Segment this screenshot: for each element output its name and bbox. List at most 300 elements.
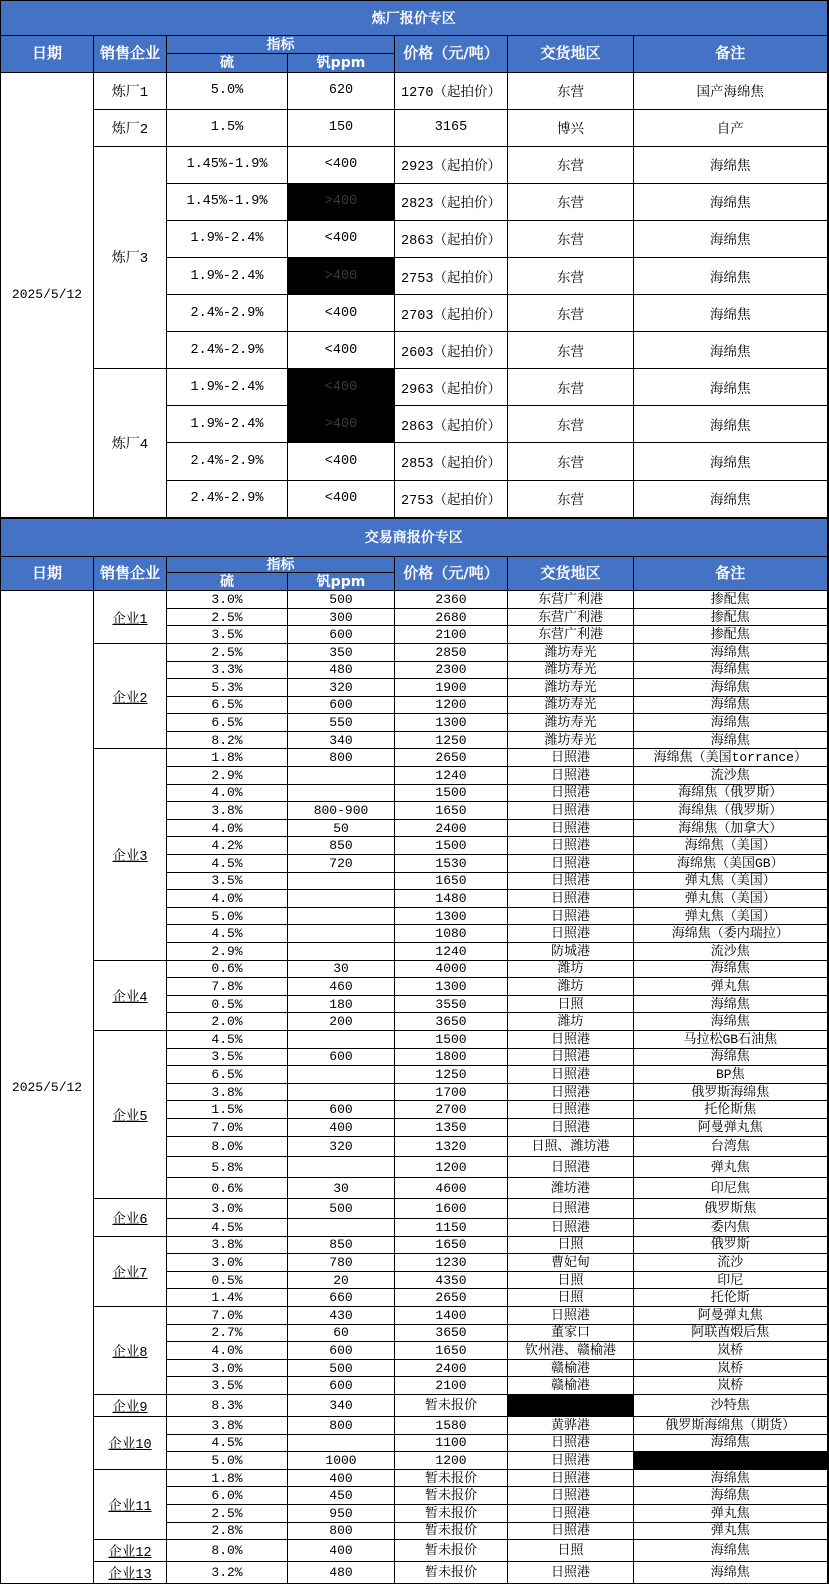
note-cell: 海绵焦（美国torrance） [634,749,828,767]
sulfur-cell: 1.8% [167,749,288,767]
section-title: 交易商报价专区 [1,518,828,557]
note-cell: 海绵焦（俄罗斯） [634,784,828,802]
sulfur-cell: 4.5% [167,925,288,943]
note-cell: 海绵焦（俄罗斯） [634,802,828,820]
sulfur-cell: 6.0% [167,1487,288,1505]
vanadium-cell [288,1434,395,1452]
sulfur-cell: 0.6% [167,1178,288,1199]
price-cell: 1300 [395,714,508,732]
vanadium-cell: 300 [288,608,395,626]
note-cell: 海绵焦 [634,480,828,517]
sulfur-cell: 5.0% [167,1452,288,1470]
sulfur-cell: 3.0% [167,1199,288,1219]
vanadium-cell: 340 [288,731,395,749]
region-cell: 日照 [508,1236,634,1254]
vanadium-cell [288,872,395,890]
note-cell: 岚桥 [634,1342,828,1360]
price-cell: 4600 [395,1178,508,1199]
sulfur-cell: 3.5% [167,626,288,644]
region-cell: 赣榆港 [508,1377,634,1395]
sulfur-cell: 3.0% [167,591,288,609]
note-cell: 俄罗斯海绵焦 [634,1083,828,1101]
company-cell-label: 企业13 [108,1568,152,1584]
company-cell [94,749,167,960]
vanadium-cell: 950 [288,1504,395,1522]
vanadium-cell: 150 [288,109,395,146]
section-title: 炼厂报价专区 [1,1,828,36]
vanadium-cell: 350 [288,643,395,661]
price-cell: 2863（起拍价） [395,220,508,257]
sulfur-cell: 0.6% [167,960,288,978]
sulfur-cell: 3.5% [167,1377,288,1395]
price-cell: 1200 [395,1157,508,1178]
note-cell: 海绵焦 [634,1434,828,1452]
region-cell: 潍坊港 [508,1178,634,1199]
sulfur-cell: 5.0% [167,907,288,925]
table-row [1,1416,828,1434]
header-region: 交货地区 [508,557,634,591]
company-cell [94,72,167,109]
region-cell: 日照港 [508,1219,634,1237]
region-cell: 东营 [508,257,634,294]
sulfur-cell: 1.5% [167,1101,288,1119]
region-cell: 东营广利港 [508,591,634,609]
region-cell: 日照港 [508,1199,634,1219]
price-cell: 1500 [395,784,508,802]
sulfur-cell: 4.2% [167,837,288,855]
table-row [1,146,828,183]
note-cell: 掺配焦 [634,626,828,644]
vanadium-cell [288,1083,395,1101]
sulfur-cell: 7.0% [167,1307,288,1325]
note-cell: 弹丸焦（美国） [634,890,828,908]
price-cell: 1200 [395,696,508,714]
sulfur-cell: 5.8% [167,1157,288,1178]
price-cell: 2400 [395,1359,508,1377]
sulfur-cell: 4.0% [167,784,288,802]
vanadium-cell-redacted: <400 [288,369,395,406]
company-cell-label: 炼厂2 [111,121,149,138]
note-cell: 托伦斯焦 [634,1101,828,1119]
note-cell: 印尼 [634,1271,828,1289]
vanadium-cell: 600 [288,696,395,714]
price-cell: 2100 [395,626,508,644]
price-cell: 1600 [395,1199,508,1219]
vanadium-cell: 480 [288,661,395,679]
vanadium-cell: 400 [288,1118,395,1136]
note-cell: 阿联酋煅后焦 [634,1324,828,1342]
company-cell [94,1469,167,1539]
note-cell: 海绵焦 [634,661,828,679]
price-cell: 1650 [395,802,508,820]
sulfur-cell: 4.5% [167,855,288,873]
sulfur-cell: 2.4%-2.9% [167,480,288,517]
note-cell: 海绵焦 [634,1048,828,1066]
note-cell: 弹丸焦 [634,1522,828,1540]
vanadium-cell: 480 [288,1562,395,1584]
region-cell: 日照 [508,995,634,1013]
note-cell: 岚桥 [634,1377,828,1395]
vanadium-cell [288,1157,395,1178]
region-cell: 潍坊寿光 [508,696,634,714]
vanadium-cell: 600 [288,1101,395,1119]
price-cell: 1300 [395,907,508,925]
note-cell: 海绵焦 [634,714,828,732]
region-cell: 日照港 [508,1066,634,1084]
section-title-row [1,518,828,557]
region-cell: 日照港 [508,1030,634,1048]
vanadium-cell: 460 [288,978,395,996]
company-cell [94,146,167,369]
sulfur-cell: 6.5% [167,714,288,732]
vanadium-cell: 800-900 [288,802,395,820]
sulfur-cell: 2.9% [167,767,288,785]
company-cell-label: 炼厂1 [111,84,149,101]
sulfur-cell: 6.5% [167,1066,288,1084]
note-cell: 海绵焦 [634,406,828,443]
price-cell: 1270（起拍价） [395,72,508,109]
sulfur-cell: 0.5% [167,995,288,1013]
sulfur-cell: 5.3% [167,679,288,697]
price-cell: 4000 [395,960,508,978]
sulfur-cell: 3.3% [167,661,288,679]
sulfur-cell: 2.5% [167,1504,288,1522]
vanadium-cell: 800 [288,1416,395,1434]
sulfur-cell: 8.2% [167,731,288,749]
note-cell: 自产 [634,109,828,146]
note-cell: 弹丸焦 [634,978,828,996]
price-cell: 2853（起拍价） [395,443,508,480]
price-cell: 2863（起拍价） [395,406,508,443]
note-cell: 海绵焦 [634,183,828,220]
region-cell: 日照港 [508,1504,634,1522]
region-cell: 日照港 [508,1487,634,1505]
region-cell: 日照、潍坊港 [508,1136,634,1157]
sulfur-cell: 6.5% [167,696,288,714]
region-cell: 赣榆港 [508,1359,634,1377]
price-cell: 1240 [395,943,508,961]
price-cell: 2300 [395,661,508,679]
sulfur-cell: 3.5% [167,872,288,890]
company-cell-label: 企业7 [112,1266,148,1282]
note-cell: 台湾焦 [634,1136,828,1157]
region-cell: 日照港 [508,1118,634,1136]
region-cell: 日照港 [508,837,634,855]
sulfur-cell: 4.5% [167,1030,288,1048]
price-cell: 2400 [395,819,508,837]
refinery-quote-table [0,0,829,518]
note-cell: 俄罗斯海绵焦（期货） [634,1416,828,1434]
sulfur-cell: 3.8% [167,1236,288,1254]
price-cell: 1200 [395,1452,508,1470]
note-cell: 海绵焦 [634,1562,828,1584]
company-cell [94,643,167,749]
price-cell: 1650 [395,1236,508,1254]
sulfur-cell: 2.4%-2.9% [167,295,288,332]
company-cell-label: 企业1 [112,612,148,628]
header-price: 价格（元/吨） [395,36,508,73]
price-cell: 1500 [395,1030,508,1048]
region-cell: 博兴 [508,109,634,146]
table-row [1,1236,828,1254]
sulfur-cell: 4.0% [167,1342,288,1360]
price-cell: 2850 [395,643,508,661]
note-cell: 海绵焦 [634,1540,828,1562]
header-company: 销售企业 [94,557,167,591]
header-sulfur: 硫 [167,54,288,73]
header-company: 销售企业 [94,36,167,73]
region-cell: 东营 [508,369,634,406]
price-cell: 1700 [395,1083,508,1101]
vanadium-cell: 450 [288,1487,395,1505]
date-cell: 2025/5/12 [1,72,94,517]
vanadium-cell: 30 [288,960,395,978]
vanadium-cell: 550 [288,714,395,732]
vanadium-cell: 320 [288,679,395,697]
price-cell: 1350 [395,1118,508,1136]
note-cell: 海绵焦 [634,146,828,183]
table-row [1,1394,828,1416]
vanadium-cell: 180 [288,995,395,1013]
note-cell: 弹丸焦（美国） [634,872,828,890]
vanadium-cell: <400 [288,295,395,332]
price-cell: 1500 [395,837,508,855]
note-cell: 海绵焦 [634,332,828,369]
header-row [1,36,828,54]
region-cell: 潍坊寿光 [508,714,634,732]
vanadium-cell [288,890,395,908]
note-cell: 海绵焦（美国GB） [634,855,828,873]
header-row [1,557,828,573]
price-cell: 1800 [395,1048,508,1066]
vanadium-cell: 500 [288,1199,395,1219]
price-cell: 1650 [395,1342,508,1360]
vanadium-cell: 500 [288,1359,395,1377]
price-cell: 1080 [395,925,508,943]
region-cell: 曹妃甸 [508,1254,634,1272]
price-cell: 1150 [395,1219,508,1237]
vanadium-cell-redacted: >400 [288,406,395,443]
region-cell: 日照港 [508,784,634,802]
price-cell: 1230 [395,1254,508,1272]
sulfur-cell: 1.45%-1.9% [167,183,288,220]
price-cell: 1650 [395,872,508,890]
vanadium-cell: 600 [288,1342,395,1360]
region-cell: 潍坊寿光 [508,643,634,661]
price-cell: 1320 [395,1136,508,1157]
vanadium-cell: 400 [288,1469,395,1487]
note-cell: 海绵焦 [634,731,828,749]
price-cell: 2650 [395,1289,508,1307]
note-cell: 阿曼弹丸焦 [634,1118,828,1136]
sulfur-cell: 5.0% [167,72,288,109]
note-cell: 海绵焦 [634,696,828,714]
region-cell: 日照港 [508,907,634,925]
header-date: 日期 [1,557,94,591]
region-cell: 董家口 [508,1324,634,1342]
price-cell: 3650 [395,1324,508,1342]
vanadium-cell-redacted: >400 [288,257,395,294]
sulfur-cell: 3.0% [167,1359,288,1377]
region-cell: 日照港 [508,1307,634,1325]
table-row [1,591,828,609]
region-cell: 日照 [508,1540,634,1562]
company-cell [94,1030,167,1198]
vanadium-cell: 600 [288,626,395,644]
vanadium-cell: 500 [288,591,395,609]
header-price: 价格（元/吨） [395,557,508,591]
price-cell: 1250 [395,1066,508,1084]
region-cell: 日照港 [508,1157,634,1178]
company-cell [94,591,167,644]
vanadium-cell [288,925,395,943]
region-cell: 日照港 [508,890,634,908]
sulfur-cell: 4.0% [167,890,288,908]
section-title-row [1,1,828,36]
vanadium-cell: 320 [288,1136,395,1157]
price-cell: 3550 [395,995,508,1013]
company-cell [94,1307,167,1395]
region-cell: 日照港 [508,925,634,943]
table-row [1,109,828,146]
table-row [1,1307,828,1325]
region-cell: 日照港 [508,749,634,767]
region-cell: 日照港 [508,872,634,890]
company-cell [94,1416,167,1469]
price-cell: 2963（起拍价） [395,369,508,406]
vanadium-cell: 430 [288,1307,395,1325]
sulfur-cell: 1.9%-2.4% [167,220,288,257]
vanadium-cell: 30 [288,1178,395,1199]
table-row [1,1199,828,1219]
region-cell: 日照港 [508,1101,634,1119]
price-cell: 1580 [395,1416,508,1434]
sulfur-cell: 1.4% [167,1289,288,1307]
region-cell: 潍坊寿光 [508,679,634,697]
price-cell: 1530 [395,855,508,873]
note-cell: 掺配焦 [634,591,828,609]
region-cell: 日照港 [508,767,634,785]
table-row [1,960,828,978]
region-cell: 东营广利港 [508,626,634,644]
company-cell-label: 炼厂4 [111,436,149,453]
region-cell-redacted [508,1394,634,1416]
vanadium-cell: 400 [288,1540,395,1562]
sulfur-cell: 3.2% [167,1562,288,1584]
price-cell: 2360 [395,591,508,609]
sulfur-cell: 4.5% [167,1434,288,1452]
note-cell: 海绵焦 [634,257,828,294]
vanadium-cell: 800 [288,749,395,767]
sulfur-cell: 8.0% [167,1136,288,1157]
sulfur-cell: 1.45%-1.9% [167,146,288,183]
note-cell: 马拉松GB石油焦 [634,1030,828,1048]
region-cell: 东营 [508,220,634,257]
note-cell: 弹丸焦 [634,1157,828,1178]
vanadium-cell: 50 [288,819,395,837]
sulfur-cell: 1.9%-2.4% [167,369,288,406]
note-cell: 俄罗斯 [634,1236,828,1254]
vanadium-cell: <400 [288,332,395,369]
region-cell: 钦州港、赣榆港 [508,1342,634,1360]
header-region: 交货地区 [508,36,634,73]
note-cell: 流沙 [634,1254,828,1272]
header-sulfur: 硫 [167,573,288,591]
vanadium-cell [288,1066,395,1084]
vanadium-cell: 1000 [288,1452,395,1470]
note-cell: 弹丸焦 [634,1504,828,1522]
note-cell: 海绵焦 [634,369,828,406]
note-cell: 海绵焦 [634,220,828,257]
sulfur-cell: 2.4%-2.9% [167,443,288,480]
price-cell: 暂未报价 [395,1469,508,1487]
note-cell: 海绵焦（美国） [634,837,828,855]
price-cell: 2650 [395,749,508,767]
vanadium-cell [288,1030,395,1048]
region-cell: 东营 [508,443,634,480]
header-vanadium: 钒ppm [288,54,395,73]
sulfur-cell: 1.9%-2.4% [167,406,288,443]
price-cell: 2823（起拍价） [395,183,508,220]
trader-quote-table [0,518,829,1584]
price-cell: 1900 [395,679,508,697]
price-cell: 2923（起拍价） [395,146,508,183]
header-indicator: 指标 [167,557,395,573]
note-cell: 俄罗斯焦 [634,1199,828,1219]
sulfur-cell: 7.0% [167,1118,288,1136]
vanadium-cell: 850 [288,1236,395,1254]
region-cell: 日照港 [508,1522,634,1540]
vanadium-cell: 850 [288,837,395,855]
company-cell [94,1540,167,1562]
vanadium-cell: 60 [288,1324,395,1342]
note-cell: 沙特焦 [634,1394,828,1416]
company-cell-label: 企业8 [112,1345,148,1361]
sulfur-cell: 8.0% [167,1540,288,1562]
region-cell: 日照港 [508,855,634,873]
price-cell: 2100 [395,1377,508,1395]
region-cell: 日照 [508,1271,634,1289]
note-cell: 海绵焦 [634,1013,828,1031]
price-cell: 暂未报价 [395,1540,508,1562]
sulfur-cell: 1.8% [167,1469,288,1487]
note-cell: 海绵焦 [634,295,828,332]
price-cell: 2680 [395,608,508,626]
price-cell: 1400 [395,1307,508,1325]
header-indicator: 指标 [167,36,395,54]
region-cell: 日照港 [508,1048,634,1066]
note-cell: 掺配焦 [634,608,828,626]
sulfur-cell: 3.8% [167,1416,288,1434]
region-cell: 潍坊寿光 [508,731,634,749]
vanadium-cell: 720 [288,855,395,873]
price-cell: 1100 [395,1434,508,1452]
region-cell: 东营 [508,72,634,109]
note-cell: 海绵焦 [634,1469,828,1487]
note-cell: BP焦 [634,1066,828,1084]
table-row [1,749,828,767]
vanadium-cell [288,1219,395,1237]
region-cell: 潍坊 [508,1013,634,1031]
table-row [1,1030,828,1048]
vanadium-cell: 20 [288,1271,395,1289]
region-cell: 防城港 [508,943,634,961]
sulfur-cell: 2.5% [167,608,288,626]
vanadium-cell: 340 [288,1394,395,1416]
company-cell-label: 企业11 [108,1499,152,1515]
region-cell: 潍坊 [508,978,634,996]
region-cell: 潍坊 [508,960,634,978]
